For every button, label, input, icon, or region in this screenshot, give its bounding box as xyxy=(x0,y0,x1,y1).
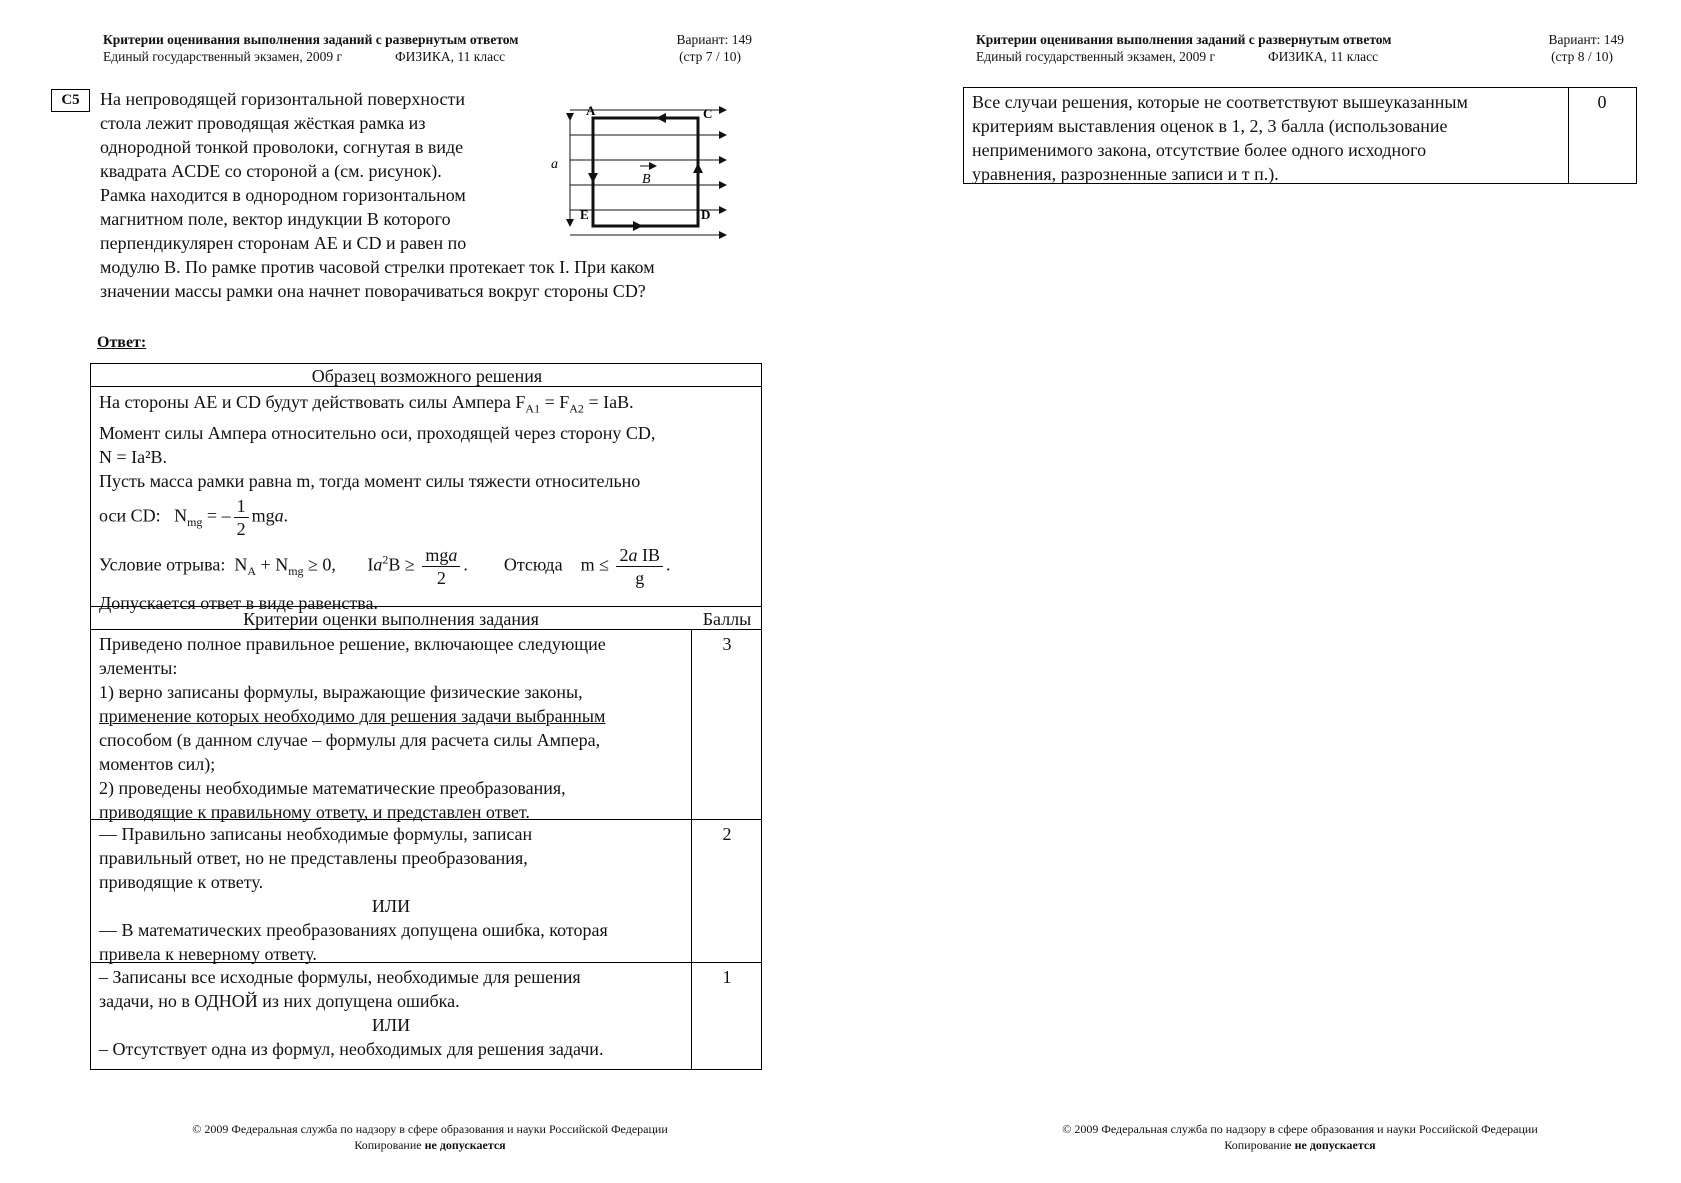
task-figure xyxy=(548,98,738,243)
header-variant: Вариант: 149 xyxy=(1548,32,1624,47)
solution-line: Допускается ответ в виде равенства. xyxy=(99,592,378,613)
criteria-row-0 xyxy=(963,87,1637,184)
criteria-row-2: — Правильно записаны необходимые формулы, записан правильный ответ, но не представлены преобразования, приводящие к ответу. ИЛИ — В математических преобразованиях допущена ошибка, которая привела к неверному ответу. xyxy=(99,824,608,964)
criteria-row-0-text: Все случаи решения, которые не соответствуют вышеуказанным критериям выставления оценок в 1, 2, 3 балла (использование неприменимого закона, отсутствие более одного исходного уравнения, разрозненные записи и т п.). xyxy=(972,92,1468,184)
header-title: Критерии оценивания выполнения заданий с развернутым ответом xyxy=(976,32,1392,47)
task-label: C5 xyxy=(51,89,90,112)
page-left xyxy=(0,0,840,1183)
solution-line: На стороны AE и CD будут действовать силы Ампера $F_{A1} = F_{A2}$ = IaB. xyxy=(99,392,634,416)
header-exam: Единый государственный экзамен, 2009 г xyxy=(103,49,343,64)
solution-table xyxy=(90,363,762,1070)
criteria-heading: Критерии оценки выполнения задания xyxy=(243,609,539,629)
task-line: магнитном поле, вектор индукции B которого xyxy=(100,209,451,229)
points-3: 3 xyxy=(722,634,732,654)
footer-left: © 2009 Федеральная служба по надзору в сфере образования и науки Российской Федерации Копирование не допускается xyxy=(192,1122,668,1152)
points-0: 0 xyxy=(1597,92,1607,112)
criteria-row-1: – Записаны все исходные формулы, необходимые для решения задачи, но в ОДНОЙ из них допущена ошибка. ИЛИ – Отсутствует одна из формул, необходимых для решения задачи. xyxy=(99,967,604,1059)
solution-line: N = Ia²B. xyxy=(99,446,168,467)
task-line: перпендикулярен сторонам AE и CD и равен по xyxy=(100,233,467,253)
solution-line: Момент силы Ампера относительно оси, проходящей через сторону CD, xyxy=(99,422,656,443)
criteria-row-3: Приведено полное правильное решение, включающее следующие элементы: 1) верно записаны формулы, выражающие физические законы, применение которых необходимо для решения задачи выбранным способом (в данном случае – формулы для расчета силы Ампера, моментов сил); 2) проведены необходимые математические преобразования, приводящие к правильному ответу, и представлен ответ. xyxy=(99,634,606,822)
task-line: квадрата ACDE со стороной a (см. рисунок). xyxy=(100,161,442,181)
points-1: 1 xyxy=(722,967,732,987)
page-right xyxy=(840,0,1681,1183)
header-page: (стр 7 / 10) xyxy=(679,49,741,64)
solution-formula: оси CD: $N_{mg}$ = – $\frac{1}{2}$ mga. xyxy=(99,495,289,539)
solution-body xyxy=(99,390,751,615)
solution-line: Пусть масса рамки равна m, тогда момент силы тяжести относительно xyxy=(99,470,641,491)
label-a-vertex: A xyxy=(586,103,596,118)
points-2: 2 xyxy=(722,824,732,844)
task-line: На непроводящей горизонтальной поверхности xyxy=(100,89,466,109)
header-title: Критерии оценивания выполнения заданий с развернутым ответом xyxy=(103,32,519,47)
label-side-a: a xyxy=(551,157,558,172)
header-exam: Единый государственный экзамен, 2009 г xyxy=(976,49,1216,64)
task-line: Рамка находится в однородном горизонтальном xyxy=(100,185,466,205)
task-line: значении массы рамки она начнет поворачиваться вокруг стороны CD? xyxy=(100,281,646,301)
task-line: однородной тонкой проволоки, согнутая в виде xyxy=(100,137,464,157)
footer-right: © 2009 Федеральная служба по надзору в сфере образования и науки Российской Федерации Копирование не допускается xyxy=(1062,1122,1538,1152)
points-heading: Баллы xyxy=(702,609,752,629)
task-line: стола лежит проводящая жёсткая рамка из xyxy=(100,113,426,133)
header-subject: ФИЗИКА, 11 класс xyxy=(395,49,506,64)
answer-label: Ответ: xyxy=(97,334,147,351)
solution-formula: Условие отрыва: $N_A + N_{mg} \ge 0$, $Ia^2B$ ≥ $\frac{\text{mga}}{2}$ . Отсюда m ≤ $\frac{\text{2a IB}}{g}$ . xyxy=(99,544,671,588)
task-text-wrapped xyxy=(100,87,534,255)
label-e-vertex: E xyxy=(580,207,589,222)
task-text-full xyxy=(100,255,760,303)
task-line: модулю B. По рамке против часовой стрелки протекает ток I. При каком xyxy=(100,257,655,277)
header-variant: Вариант: 149 xyxy=(676,32,752,47)
label-b-vector: B xyxy=(642,172,651,187)
label-c-vertex: C xyxy=(703,106,713,121)
solution-heading: Образец возможного решения xyxy=(311,366,543,386)
label-d-vertex: D xyxy=(701,207,711,222)
header-subject: ФИЗИКА, 11 класс xyxy=(1268,49,1379,64)
header-page: (стр 8 / 10) xyxy=(1551,49,1613,64)
